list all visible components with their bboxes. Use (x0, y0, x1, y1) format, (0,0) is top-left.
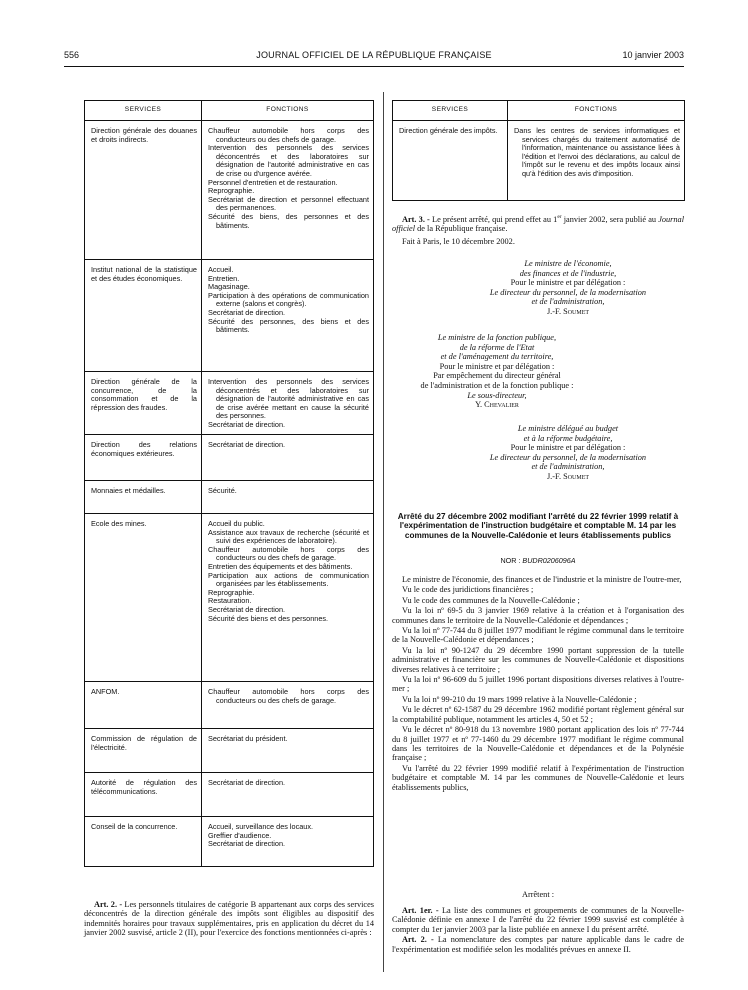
visa-paragraph: Vu la loi nº 77-744 du 8 juillet 1977 modifiant le régime communal dans le territoire de la Nouvelle-Calédonie et dépendances ; (392, 626, 684, 645)
table-row (85, 372, 374, 435)
fonction-item: Entretien des équipements et des bâtiments. (208, 561, 353, 571)
fonction-item: Participation à des opérations de communication externe (salons et congrès). (208, 290, 369, 309)
fonctions-cell (202, 817, 374, 867)
col-header-fonctions: FONCTIONS (202, 101, 374, 121)
article-2-left (84, 900, 374, 939)
arretent-heading: Arrêtent : (521, 890, 555, 899)
fonction-item: Sécurité des personnes, des biens et des bâtiments. (208, 316, 369, 335)
visa-paragraph: Vu la loi nº 90-1247 du 29 décembre 1990 portant suppression de la tutelle administrative et financière sur les communes de Nouvelle-Calédonie et dispositions diverses relatives à ce territoire ; (392, 645, 684, 674)
service-cell: Ecole des mines. (85, 514, 202, 682)
table-row (85, 817, 374, 867)
service-cell: ANFOM. (85, 682, 202, 729)
services-table-right (392, 100, 685, 201)
fonction-item: Accueil, surveillance des locaux. (208, 822, 314, 831)
fonction-item: Entretien. (208, 273, 240, 283)
table-header-row (85, 101, 374, 121)
fonction-item: Personnel d'entretien et de restauration. (208, 177, 338, 187)
signature-block-3: Le ministre délégué au budget et à la réforme budgétaire, Pour le ministre et par délégation : Le directeur du personnel, de la modernisation et de l'administration, J.-F. Soumet (452, 424, 684, 482)
fonction-item: Accueil du public. (208, 519, 265, 528)
table-row (85, 773, 374, 817)
column-separator (383, 92, 384, 972)
page-header (64, 50, 684, 64)
article-text: La liste des communes et groupements de communes de la Nouvelle-Calédonie définie en annexe I de l'arrêté du 22 février 1999 susvisé est complétée à compter du 1er janvier 2003 par la liste publiée en annexe I du présent arrêté. (392, 906, 685, 934)
visa-paragraph: Vu le décret nº 62-1587 du 29 décembre 1962 modifié portant règlement général sur la comptabilité publique, notamment les articles 4, 50 et 52 ; (392, 705, 684, 724)
fonctions-cell (202, 682, 374, 729)
fonction-item: Secrétariat de direction. (208, 778, 286, 787)
service-cell: Direction générale des impôts. (393, 121, 508, 201)
col-header-services: SERVICES (393, 101, 508, 121)
service-cell: Institut national de la statistique et des études économiques. (85, 260, 202, 372)
fonctions-cell (202, 773, 374, 817)
journal-title: JOURNAL OFFICIEL DE LA RÉPUBLIQUE FRANÇAISE (256, 50, 492, 60)
table-row (85, 682, 374, 729)
fonctions-cell (202, 481, 374, 514)
fonction-item: Restauration. (208, 596, 252, 606)
article-3: Art. 3. - Le présent arrêté, qui prend effet au 1er janvier 2002, sera publié au Journal officiel de la République française. Fait à Paris, le 10 décembre 2002. (392, 214, 685, 246)
service-cell: Monnaies et médailles. (85, 481, 202, 514)
table-row (85, 435, 374, 481)
fonction-item: Chauffeur automobile hors corps des conducteurs ou des chefs de garage. (208, 126, 369, 144)
col-header-fonctions: FONCTIONS (508, 101, 685, 121)
visa-paragraph: Vu le code des juridictions financières ; (402, 585, 534, 595)
fonction-item: Secrétariat de direction. (208, 440, 286, 449)
table-row (85, 514, 374, 682)
fonction-item: Secrétariat de direction. (208, 419, 286, 429)
table-row (85, 481, 374, 514)
signature-block-2: Le ministre de la fonction publique, de la réforme de l'Etat et de l'aménagement du territoire, Pour le ministre et par délégation : Par empêchement du directeur général de l'administration et de la fonction publique : Le sous-directeur, Y. Chevalier (392, 333, 602, 410)
fonctions-cell (202, 514, 374, 682)
visa-paragraph: Vu la loi nº 96-609 du 5 juillet 1996 portant dispositions diverses relatives à l'outre-mer ; (392, 675, 684, 694)
service-cell: Direction des relations économiques extérieures. (85, 435, 202, 481)
fonctions-cell (202, 729, 374, 773)
table-row (85, 121, 374, 260)
header-rule (64, 66, 684, 67)
fonction-item: Magasinage. (208, 282, 250, 292)
service-cell: Direction générale de la concurrence, de la consommation et de la répression des fraudes. (85, 372, 202, 435)
fonctions-cell (508, 121, 685, 201)
table-row (85, 729, 374, 773)
fonction-item: Participation aux actions de communication organisées par les établissements. (208, 570, 369, 589)
fonctions-cell (202, 435, 374, 481)
col-header-services: SERVICES (85, 101, 202, 121)
fonction-item: Secrétariat de direction. (208, 604, 286, 614)
article-label: Art. 3. - (402, 214, 430, 224)
fonctions-cell (202, 121, 374, 260)
fonction-item: Intervention des personnels des services déconcentrés et des laboratoires sur désignation de l'autorité administrative en cas de crise avérée mettant en cause la sécurité des personnes. (208, 377, 369, 421)
article-label: Art. 2. - (402, 935, 434, 945)
fonction-item: Reprographie. (208, 587, 255, 597)
visa-paragraph: Vu le décret nº 80-918 du 13 novembre 1980 portant application des lois nº 77-744 du 8 juillet 1977 et nº 77-1460 du 29 décembre 1977 modifiant le régime communal dans les territoires de la Nouvelle-Calédonie et dépendances et de la Polynésie française ; (392, 725, 684, 763)
visa-paragraph: Vu la loi nº 99-210 du 19 mars 1999 relative à la Nouvelle-Calédonie ; (402, 694, 637, 704)
service-cell: Direction générale des douanes et droits indirects. (85, 121, 202, 260)
signatory-name: J.-F. Soumet (546, 306, 590, 316)
fonction-item: Assistance aux travaux de recherche (sécurité et suivi des expériences de laboratoire). (208, 527, 369, 546)
fonction-item: Reprographie. (208, 186, 255, 196)
fonctions-cell (202, 260, 374, 372)
visas-block (392, 575, 684, 793)
arrete-articles (392, 906, 684, 955)
table-header-row (393, 101, 685, 121)
page-number: 556 (64, 50, 80, 60)
fonction-item: Secrétariat du président. (208, 734, 288, 743)
fait-a-paris: Fait à Paris, le 10 décembre 2002. (402, 236, 515, 246)
fonction-item: Accueil. (208, 265, 234, 274)
fonction-item: Sécurité des biens et des personnes. (208, 613, 329, 623)
fonction-item: Sécurité des biens, des personnes et des bâtiments. (208, 211, 369, 230)
article-text: Les personnels titulaires de catégorie B appartenant aux corps des services déconcentrés de la direction générale des impôts sont éligibles au dispositif des indemnités horaires pour travaux supplémentaires, pris en application du décret du 14 janvier 2002 susvisé, article 2 (II), pour l'exercice des fonctions mentionnées ci-après : (84, 900, 374, 938)
article-text: La nomenclature des comptes par nature applicable dans le cadre de l'expérimentation est modifiée selon les modalités prévues en annexe II. (392, 935, 684, 954)
visa-paragraph: Vu la loi nº 69-5 du 3 janvier 1969 relative à la création et à l'organisation des communes dans le territoire de la Nouvelle-Calédonie et dépendances ; (392, 606, 684, 625)
article-label: Art. 2. - (94, 900, 123, 909)
fonction-item: Sécurité. (208, 486, 237, 495)
visa-paragraph: Vu le code des communes de la Nouvelle-Calédonie ; (402, 595, 580, 605)
fonction-item: Greffier d'audience. (208, 830, 272, 840)
signatory-name: Y. Chevalier (475, 400, 519, 410)
fonctions-cell (202, 372, 374, 435)
visa-paragraph: Le ministre de l'économie, des finances et de l'industrie et la ministre de l'outre-mer, (402, 575, 682, 584)
visa-paragraph: Vu l'arrêté du 22 février 1999 modifié relatif à l'expérimentation de l'instruction budgétaire et comptable M. 14 par les communes de Nouvelle-Calédonie et leurs établissements publics, (392, 763, 684, 792)
fonction-item: Secrétariat de direction. (208, 839, 286, 849)
article-label: Art. 1er. - (402, 906, 439, 915)
signatory-name: J.-F. Soumet (546, 471, 590, 481)
signature-block-1: Le ministre de l'économie, des finances et de l'industrie, Pour le ministre et par délégation : Le directeur du personnel, de la modernisation et de l'administration, J.-F. Soumet (452, 259, 684, 317)
issue-date: 10 janvier 2003 (622, 50, 684, 60)
fonction-item: Chauffeur automobile hors corps des conducteurs ou des chefs de garage. (208, 544, 369, 563)
arrete-title: Arrêté du 27 décembre 2002 modifiant l'arrêté du 22 février 1999 relatif à l'expérimentation de l'instruction budgétaire et comptable M. 14 par les communes de la Nouvelle-Calédonie et leurs établissements publics (397, 512, 679, 540)
service-cell: Autorité de régulation des télécommunications. (85, 773, 202, 817)
service-cell: Commission de régulation de l'électricité. (85, 729, 202, 773)
fonction-item: Secrétariat de direction et personnel effectuant des permanences. (208, 194, 369, 213)
nor-reference: NOR : BUDR0206096A (500, 556, 576, 565)
nor-code: BUDR0206096A (522, 556, 576, 565)
fonction-item: Chauffeur automobile hors corps des conducteurs ou des chefs de garage. (208, 687, 369, 705)
table-row (85, 260, 374, 372)
fonction-item: Secrétariat de direction. (208, 307, 286, 317)
fonction-item: Dans les centres de services informatiques et services chargés du traitement automatisé de l'information, maintenance ou assistance liées à l'édition et l'envoi des déclarations, au calcul de l'impôt sur le revenu et des impôts locaux ainsi qu'à l'édition des avis d'imposition. (514, 126, 680, 178)
service-cell: Conseil de la concurrence. (85, 817, 202, 867)
fonction-item: Intervention des personnels des services déconcentrés et des laboratoires sur désignation de l'autorité administrative en cas de crise ou d'urgence avérée. (208, 143, 369, 178)
table-row (393, 121, 685, 201)
services-table-left (84, 100, 374, 867)
